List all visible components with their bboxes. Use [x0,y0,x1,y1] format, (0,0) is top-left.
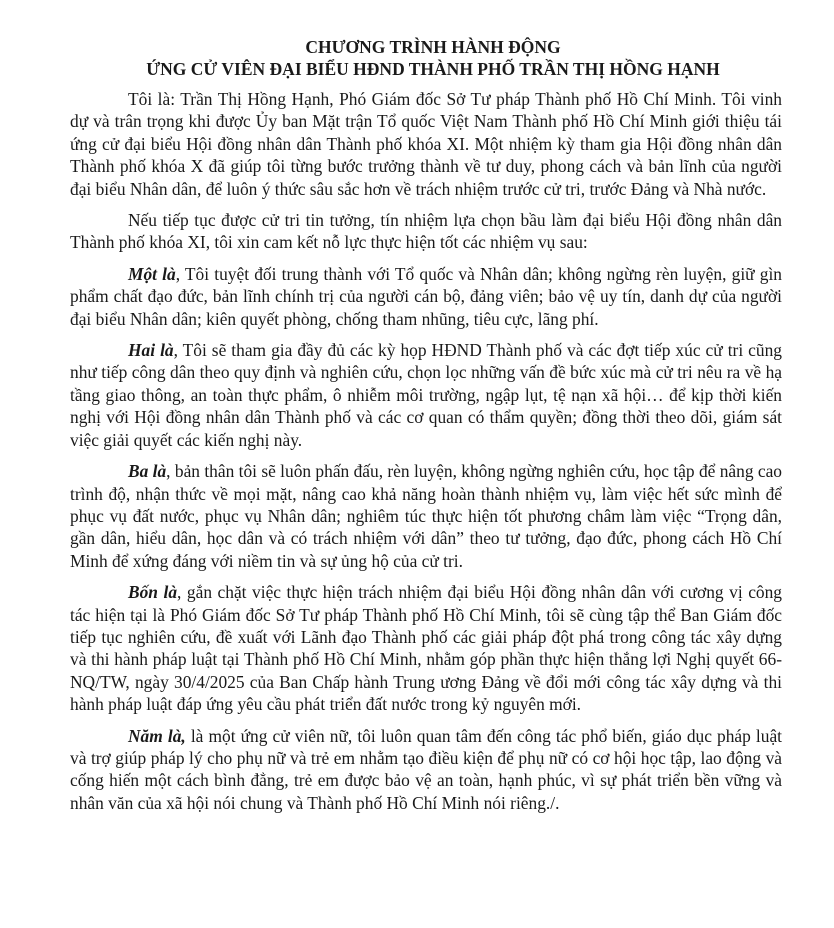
item-text-2: , Tôi sẽ tham gia đầy đủ các kỳ họp HĐND Thành phố và các đợt tiếp xúc cử tri cũng như tiếp công dân theo quy định và nghiên cứu, chọn lọc những vấn đề bức xúc mà cử tri nêu ra về hạ tầng giao thông, an toàn thực phẩm, ô nhiễm môi trường, ngập lụt, tệ nạn xã hội… để kịp thời kiến nghị với Hội đồng nhân dân Thành phố và các cơ quan có thẩm quyền; đồng thời theo dõi, giám sát việc giải quyết các kiến nghị này. [70,340,782,450]
item-lead-2: Hai là [128,340,174,361]
item-text-4: , gắn chặt việc thực hiện trách nhiệm đại biểu Hội đồng nhân dân với cương vị công tác hiện tại là Phó Giám đốc Sở Tư pháp Thành phố Hồ Chí Minh, tôi sẽ cùng tập thể Ban Giám đốc tiếp tục nghiên cứu, đề xuất với Lãnh đạo Thành phố các giải pháp đột phá trong công tác xây dựng và thi hành pháp luật tại Thành phố Hồ Chí Minh, nhằm góp phần thực hiện thắng lợi Nghị quyết 66-NQ/TW, ngày 30/4/2025 của Ban Chấp hành Trung ương Đảng về đổi mới công tác xây dựng và thi hành pháp luật đáp ứng yêu cầu phát triển đất nước trong kỷ nguyên mới. [70,582,783,715]
item-paragraph-4 [70,581,782,715]
item-lead-4: Bốn là [128,582,178,603]
item-paragraph-2 [70,339,782,451]
item-text-5: là một ứng cử viên nữ, tôi luôn quan tâm đến công tác phổ biến, giáo dục pháp luật và trợ giúp pháp lý cho phụ nữ và trẻ em nhằm tạo điều kiện để phụ nữ có cơ hội học tập, lao động và cống hiến một cách bình đẳng, trẻ em được bảo vệ an toàn, hạnh phúc, vì sự phát triển bền vững và nhân văn của xã hội nói chung và Thành phố Hồ Chí Minh nói riêng./. [70,725,782,813]
commitment-paragraph: Nếu tiếp tục được cử tri tin tưởng, tín nhiệm lựa chọn bầu làm đại biểu Hội đồng nhân dân Thành phố khóa XI, tôi xin cam kết nỗ lực thực hiện tốt các nhiệm vụ sau: [70,210,782,253]
title-line-2: ỨNG CỬ VIÊN ĐẠI BIỂU HĐND THÀNH PHỐ TRẦN THỊ HỒNG HẠNH [146,59,720,79]
title-line-1: CHƯƠNG TRÌNH HÀNH ĐỘNG [305,37,561,57]
item-paragraph-3 [70,460,782,572]
item-text-3: , bản thân tôi sẽ luôn phấn đấu, rèn luyện, không ngừng nghiên cứu, học tập để nâng cao trình độ, nhận thức về mọi mặt, nâng cao khả năng hoàn thành nhiệm vụ, làm việc hết sức mình để phục vụ đất nước, phục vụ Nhân dân; nghiêm túc thực hiện tốt phương châm làm việc “Trọng dân, gần dân, hiểu dân, học dân và có trách nhiệm với dân” theo tư tưởng, đạo đức, phong cách Hồ Chí Minh để xứng đáng với niềm tin và sự ủng hộ của cử tri. [70,461,782,571]
item-lead-1: Một là [128,263,176,284]
item-paragraph-5 [70,725,782,815]
item-lead-3: Ba là [128,461,167,482]
document-title [70,36,782,80]
item-text-1: , Tôi tuyệt đối trung thành với Tổ quốc và Nhân dân; không ngừng rèn luyện, giữ gìn phẩm chất đạo đức, bản lĩnh chính trị của người cán bộ, đảng viên; bảo vệ uy tín, danh dự của người đại biểu Nhân dân; kiên quyết phòng, chống tham nhũng, tiêu cực, lãng phí. [70,263,782,329]
item-paragraph-1 [70,263,782,330]
item-lead-5: Năm là, [128,725,186,746]
intro-paragraph: Tôi là: Trần Thị Hồng Hạnh, Phó Giám đốc Sở Tư pháp Thành phố Hồ Chí Minh. Tôi vinh dự và trân trọng khi được Ủy ban Mặt trận Tổ quốc Việt Nam Thành phố Hồ Chí Minh giới thiệu tái ứng cử đại biểu Hội đồng nhân dân Thành phố khóa XI. Một nhiệm kỳ tham gia Hội đồng nhân dân Thành phố khóa X đã giúp tôi từng bước trưởng thành về tư duy, phong cách và bản lĩnh của người đại biểu Nhân dân, để luôn ý thức sâu sắc hơn về trách nhiệm trước cử tri, trước Đảng và Nhà nước. [70,89,782,199]
